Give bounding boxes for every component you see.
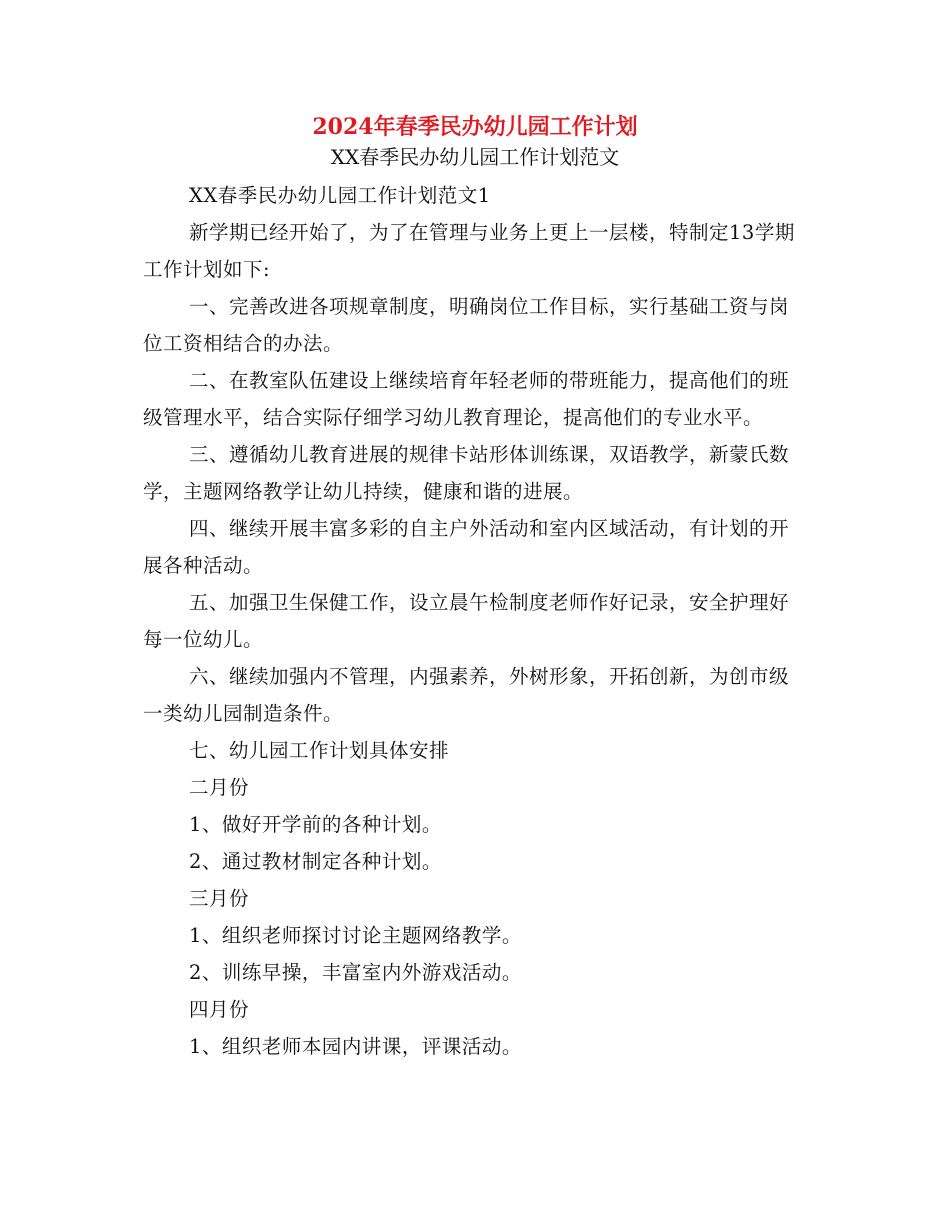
paragraph: 七、幼儿园工作计划具体安排 [189, 739, 450, 762]
paragraph: 一、完善改进各项规章制度，明确岗位工作目标，实行基础工资与岗位工资相结合的办法。 [143, 295, 790, 355]
month-heading: 四月份 [189, 998, 250, 1021]
paragraph: 新学期已经开始了，为了在管理与业务上更上一层楼，特制定13学期工作计划如下: [143, 221, 795, 281]
list-item: 2、训练早操，丰富室内外游戏活动。 [189, 961, 522, 984]
list-item: 1、做好开学前的各种计划。 [189, 813, 442, 836]
paragraph: XX春季民办幼儿园工作计划范文1 [189, 184, 491, 207]
month-heading: 二月份 [189, 776, 250, 799]
paragraph: 四、继续开展丰富多彩的自主户外活动和室内区域活动，有计划的开展各种活动。 [143, 517, 790, 577]
document-title: 2024年春季民办幼儿园工作计划 [312, 114, 638, 140]
document-body [143, 177, 807, 1065]
list-item: 2、通过教材制定各种计划。 [189, 850, 442, 873]
list-item: 1、组织老师探讨讨论主题网络教学。 [189, 924, 522, 947]
paragraph: 二、在教室队伍建设上继续培育年轻老师的带班能力，提高他们的班级管理水平，结合实际仔细学习幼儿教育理论，提高他们的专业水平。 [143, 369, 790, 429]
paragraph: 六、继续加强内不管理，内强素养，外树形象，开拓创新，为创市级一类幼儿园制造条件。 [143, 665, 790, 725]
month-heading: 三月份 [189, 887, 250, 910]
paragraph: 三、遵循幼儿教育进展的规律卡站形体训练课，双语教学，新蒙氏数学，主题网络教学让幼儿持续，健康和谐的进展。 [143, 443, 790, 503]
list-item: 1、组织老师本园内讲课，评课活动。 [189, 1035, 522, 1058]
document-subtitle: XX春季民办幼儿园工作计划范文 [330, 145, 620, 169]
paragraph: 五、加强卫生保健工作，设立晨午检制度老师作好记录，安全护理好每一位幼儿。 [143, 591, 790, 651]
